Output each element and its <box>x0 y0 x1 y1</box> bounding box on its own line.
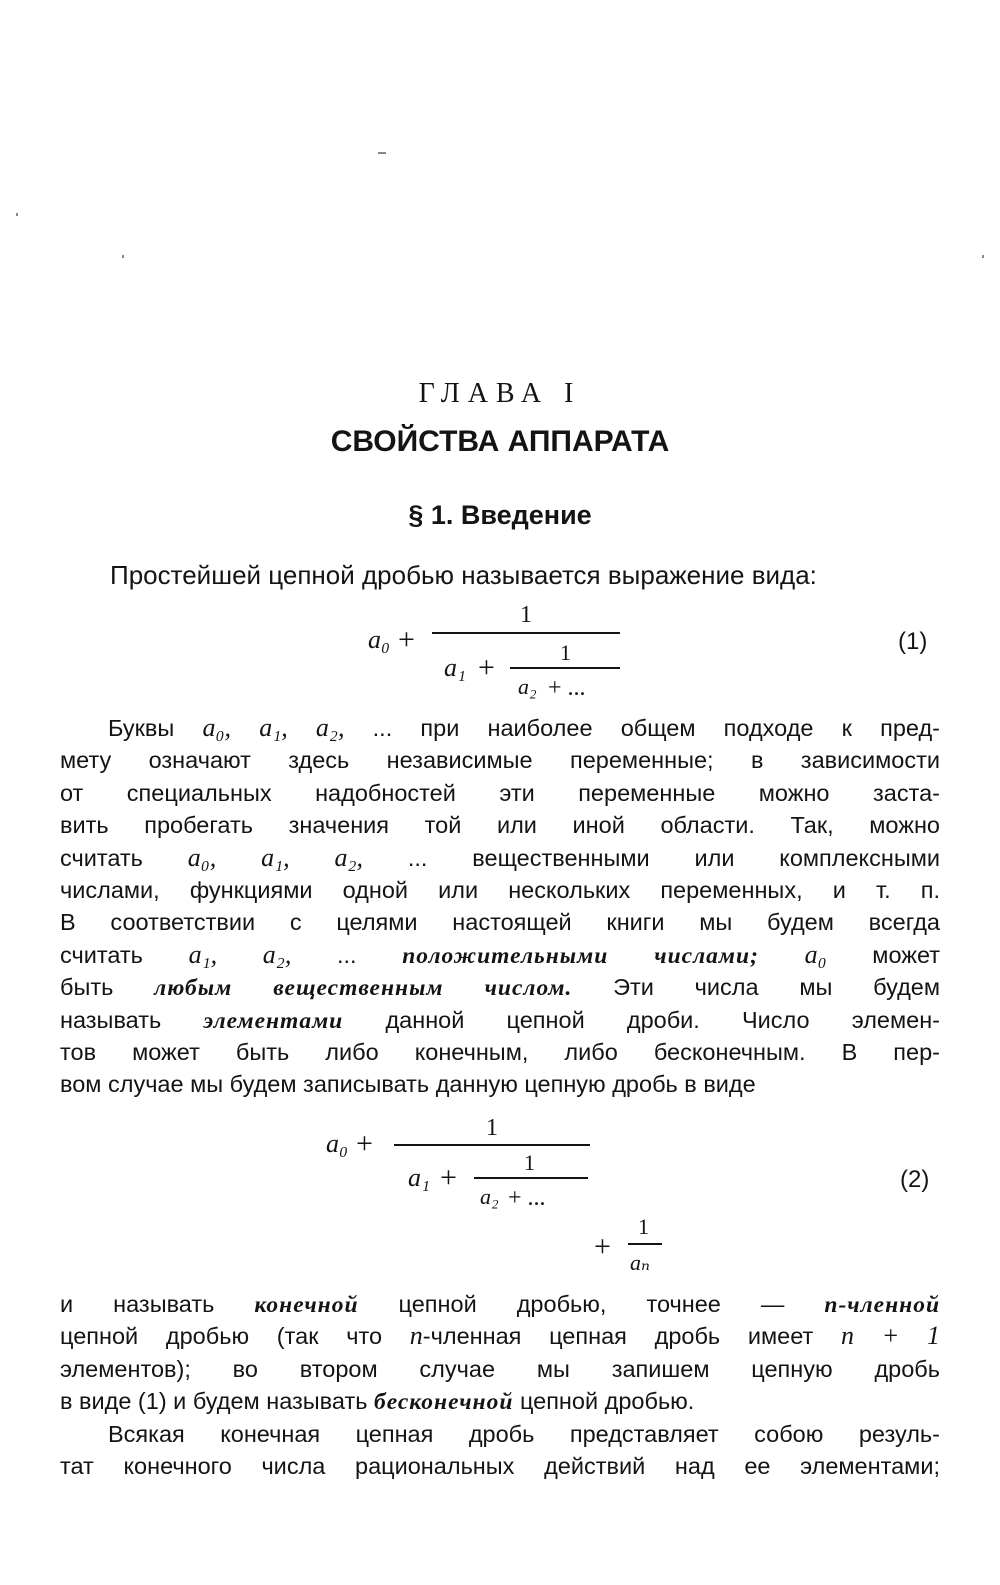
chapter-label: ГЛАВА I <box>418 378 582 409</box>
variable: n + 1 <box>841 1321 941 1351</box>
formula-2-a0: a₀ <box>326 1129 349 1158</box>
formula-1-a1: a₁ <box>444 653 467 682</box>
variable: n <box>409 1321 423 1351</box>
text: ... <box>336 941 357 968</box>
emphasis: любым вещественным числом. <box>154 975 573 1002</box>
formula-2-plus-2: + <box>440 1161 457 1194</box>
paragraph-1-line: вить пробегать значения той или иной области. Так, можно <box>60 812 940 839</box>
formula-1-numerator: 1 <box>520 602 532 628</box>
paragraph-3-line: Всякая конечная цепная дробь представляет собою резуль- <box>108 1421 940 1447</box>
paragraph-2-line: элементов); во втором случае мы запишем цепную дробь <box>60 1355 940 1382</box>
text: называть <box>60 1006 162 1033</box>
variable: a₂, <box>262 939 292 969</box>
text: ... вещественными или комплексными <box>407 844 940 871</box>
variable: a₀ <box>804 939 827 969</box>
formula-1-plus: + <box>398 623 415 656</box>
text: ... при наиболее общем подходе к пред- <box>372 715 941 741</box>
variable: a₁, <box>261 842 290 872</box>
text: данной цепной дроби. Число элемен- <box>385 1006 941 1033</box>
text: быть <box>60 974 114 1001</box>
text: Эти числа мы будем <box>613 974 941 1001</box>
paragraph-3-line: тат конечного числа рациональных действий над ее элементами; <box>60 1453 940 1480</box>
text: может <box>872 941 941 968</box>
text: цепной дробью (так что <box>60 1323 383 1350</box>
formula-1-a2: a₂ <box>518 674 537 699</box>
variable: a₁, <box>259 713 288 742</box>
formula-2-numerator-3: 1 <box>638 1214 649 1239</box>
formula-2-dots: + ... <box>508 1185 546 1211</box>
formula-1-numerator-2: 1 <box>560 640 571 665</box>
paragraph-2-line <box>60 1320 940 1352</box>
paragraph-2-line <box>60 1385 940 1417</box>
formula-2-a1: a₁ <box>408 1163 431 1192</box>
section-title: § 1. Введение <box>408 500 592 530</box>
formula-1-dots: + ... <box>548 675 586 701</box>
formula-1-a0: a₀ <box>368 625 391 654</box>
formula-2-plus-3: + <box>594 1230 611 1263</box>
paragraph-1-line: мету означают здесь независимые переменные; в зависимости <box>60 747 940 774</box>
paragraph-1-line: от специальных надобностей эти переменные можно заста- <box>60 779 940 806</box>
variable: a₂, <box>334 842 364 872</box>
emphasis: положительными числами; <box>402 942 759 969</box>
paragraph-1-line: тов может быть либо конечным, либо бесконечным. В пер- <box>60 1038 940 1065</box>
formula-2-plus: + <box>356 1127 373 1160</box>
paragraph-2 <box>60 1288 940 1418</box>
variable: a₂, <box>315 713 345 742</box>
emphasis: конечной <box>254 1292 359 1318</box>
text: цепной дробью. <box>519 1388 695 1415</box>
paragraph-1-line: числами, функциями одной или нескольких переменных, и т. п. <box>60 876 940 903</box>
text: цепной дробью, точнее — <box>398 1291 785 1317</box>
formula-2-numerator: 1 <box>486 1115 498 1141</box>
chapter-title: СВОЙСТВА АППАРАТА <box>330 425 670 458</box>
paragraph-1-line: В соответствии с целями настоящей книги мы будем всегда <box>60 909 940 936</box>
text: -членная цепная дробь имеет <box>422 1323 814 1350</box>
variable: a₁, <box>188 939 218 969</box>
emphasis: бесконечной <box>373 1389 514 1416</box>
paragraph-3 <box>60 1418 940 1483</box>
emphasis: n-членной <box>824 1292 941 1318</box>
paragraph-1-line: вом случае мы будем записывать данную цепную дробь в виде <box>60 1071 756 1098</box>
formula-2-a2: a₂ <box>480 1184 499 1209</box>
variable: a₀, <box>187 842 217 872</box>
text: в виде (1) и будем называть <box>60 1388 368 1415</box>
text: и называть <box>60 1291 215 1317</box>
emphasis: элементами <box>203 1007 344 1034</box>
paragraph-2-line <box>60 1288 940 1320</box>
formula-2-numerator-2: 1 <box>524 1150 535 1175</box>
text: считать <box>60 844 143 871</box>
text: считать <box>60 941 143 968</box>
equation-number-2: (2) <box>900 1166 930 1193</box>
formula-1-plus-2: + <box>478 651 495 684</box>
formula-2-an: aₙ <box>630 1250 650 1275</box>
text-group <box>410 1323 814 1349</box>
variable: a₀, <box>202 713 232 742</box>
text: Буквы <box>108 715 175 741</box>
equation-number-1: (1) <box>898 628 928 655</box>
intro-sentence: Простейшей цепной дробью называется выражение вида: <box>110 560 817 590</box>
